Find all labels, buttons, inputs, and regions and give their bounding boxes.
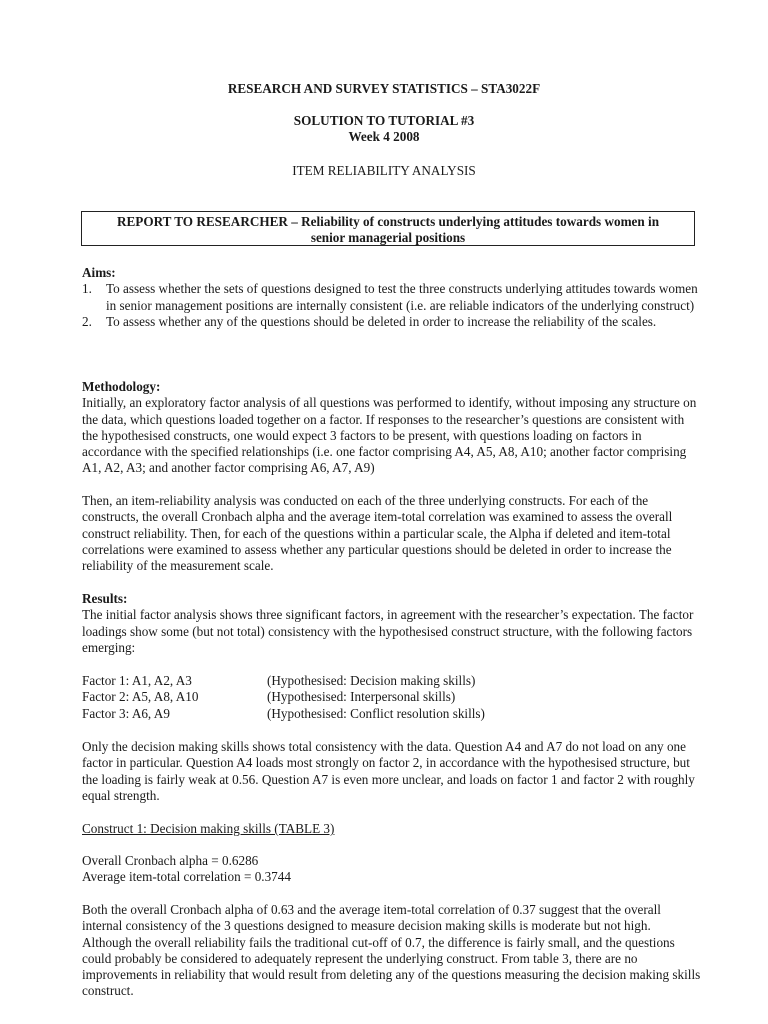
results-heading: Results: <box>82 591 128 606</box>
methodology-paragraph-1: Initially, an exploratory factor analysis of all questions was performed to identify, without imposing any structure on the data, which questions loaded together on a factor. If responses to the researcher’s questions are consistent with the hypothesised constructs, one would expect 3 factors to be present, with questions loading on factors in accordance with the specified relationships (i.e. one factor comprising A4, A5, A8, A10; another factor comprising A1, A2, A3; and another factor comprising A6, A7, A9) <box>82 395 697 476</box>
solution-title: SOLUTION TO TUTORIAL #3 <box>293 113 475 128</box>
topic-title: ITEM RELIABILITY ANALYSIS <box>292 163 476 178</box>
aims-item-number: 2. <box>82 313 92 329</box>
construct1-heading: Construct 1: Decision making skills (TABLE 3) <box>82 821 335 836</box>
cronbach-alpha-line: Overall Cronbach alpha = 0.6286 <box>82 853 259 868</box>
factor-row <box>82 673 702 689</box>
factor-hypothesis: (Hypothesised: Decision making skills) <box>267 673 476 688</box>
methodology-heading: Methodology: <box>82 379 161 394</box>
results-paragraph-3: Both the overall Cronbach alpha of 0.63 and the average item-total correlation of 0.37 suggest that the overall internal consistency of the 3 questions designed to measure decision making skills is moderate but not high. Although the overall reliability fails the traditional cut-off of 0.7, the difference is fairly small, and the questions could probably be considered to adequately represent the underlying construct. From table 3, there are no improvements in reliability that would result from deleting any of the questions measuring the decision making skills construct. <box>82 902 701 999</box>
report-title-box <box>81 211 695 246</box>
week-label: Week 4 2008 <box>348 129 420 144</box>
results-paragraph-2: Only the decision making skills shows total consistency with the data. Question A4 and A7 do not load on any one factor in particular. Question A4 loads most strongly on factor 2, in accordance with the hypothesised structure, but the loading is fairly weak at 0.56. Question A7 is even more unclear, and loads on factor 1 and factor 2 with roughly equal strength. <box>82 739 695 803</box>
results-paragraph-1: The initial factor analysis shows three significant factors, in agreement with the researcher’s expectation. The factor loadings show some (but not total) consistency with the hypothesised construct structure, with the following factors emerging: <box>82 607 694 655</box>
aims-item-text: To assess whether any of the questions should be deleted in order to increase the reliability of the scales. <box>106 313 657 329</box>
aims-list <box>82 281 702 330</box>
avg-item-total-line: Average item-total correlation = 0.3744 <box>82 869 291 885</box>
factor-name: Factor 1: A1, A2, A3 <box>82 673 192 688</box>
factor-row <box>82 706 702 722</box>
aims-item <box>82 281 702 314</box>
results-section <box>82 591 702 656</box>
factor-hypothesis: (Hypothesised: Interpersonal skills) <box>267 689 456 705</box>
factor-hypothesis: (Hypothesised: Conflict resolution skills) <box>267 705 485 721</box>
factor-name: Factor 2: A5, A8, A10 <box>82 689 199 705</box>
construct1-stats <box>82 853 702 886</box>
factor-list <box>82 673 702 722</box>
methodology-section <box>82 379 702 477</box>
report-title-line1: REPORT TO RESEARCHER – Reliability of constructs underlying attitudes towards women in <box>116 214 660 229</box>
aims-item <box>82 314 702 330</box>
course-title: RESEARCH AND SURVEY STATISTICS – STA3022F <box>227 81 541 96</box>
factor-row <box>82 689 702 705</box>
aims-item-number: 1. <box>82 281 92 297</box>
aims-section <box>82 265 702 330</box>
factor-name: Factor 3: A6, A9 <box>82 705 170 721</box>
methodology-paragraph-2: Then, an item-reliability analysis was conducted on each of the three underlying constructs. For each of the constructs, the overall Cronbach alpha and the average item-total correlation was examined to assess the overall construct reliability. Then, for each of the questions within a particular scale, the Alpha if deleted and item-total correlations were examined to assess whether any particular questions should be deleted in order to increase the reliability of the measurement scale. <box>82 493 673 574</box>
aims-item-text: To assess whether the sets of questions designed to test the three constructs underlying attitudes towards women in senior management positions are internally consistent (i.e. are reliable indicators of the underlying construct) <box>106 281 698 313</box>
aims-heading: Aims: <box>82 265 116 280</box>
report-title-line2: senior managerial positions <box>310 230 466 245</box>
